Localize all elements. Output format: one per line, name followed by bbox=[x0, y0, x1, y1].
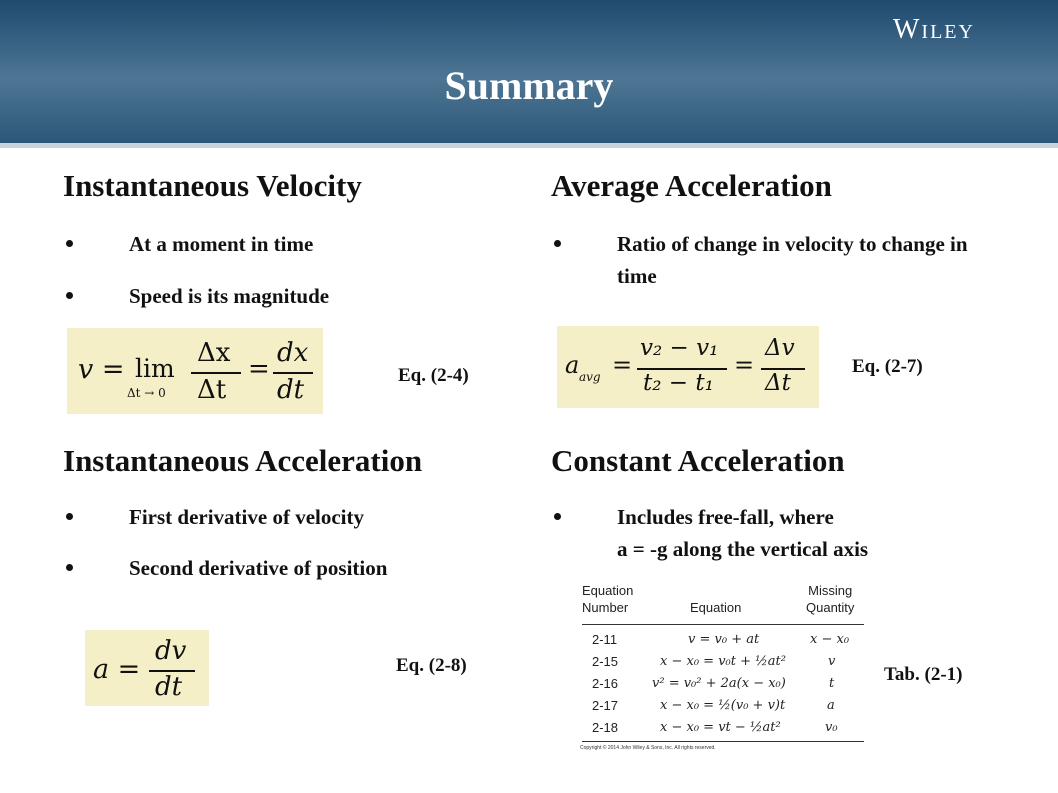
eq-avg-den1: t₂ − t₁ bbox=[643, 370, 714, 396]
eq-velocity-num1: Δx bbox=[197, 338, 231, 368]
eq-avg-den2: Δt bbox=[765, 370, 791, 396]
eq-avg-num1: v₂ − v₁ bbox=[640, 335, 719, 361]
table-cell-number: 2-17 bbox=[592, 698, 619, 713]
eq-inst-accel-den: dt bbox=[155, 672, 183, 702]
equation-box-instantaneous-acceleration bbox=[85, 630, 209, 706]
fraction-bar bbox=[273, 372, 313, 374]
table-cell-equation: x − x₀ = v₀t + ½at² bbox=[660, 654, 786, 669]
table-label-2-1: Tab. (2-1) bbox=[884, 664, 963, 685]
wiley-logo: Wiley bbox=[893, 14, 975, 45]
eq-avg-equals: = bbox=[612, 351, 633, 379]
table-rule bbox=[582, 741, 864, 742]
table-header-missing: Missing Quantity bbox=[806, 583, 855, 615]
table-cell-number: 2-18 bbox=[592, 720, 619, 735]
bullet-item: Second derivative of position bbox=[129, 552, 387, 584]
eq-velocity-num2: dx bbox=[277, 338, 309, 368]
bullet-item bbox=[617, 501, 997, 565]
table-cell-equation: v = v₀ + at bbox=[688, 632, 760, 647]
table-cell-missing: a bbox=[827, 698, 835, 713]
eq-avg-num2: Δv bbox=[765, 335, 795, 361]
eq-velocity-lim-subscript: Δt → 0 bbox=[127, 386, 166, 400]
eq-velocity-lim: lim bbox=[135, 354, 175, 383]
bullet-item: Speed is its magnitude bbox=[129, 280, 329, 312]
equation-box-velocity bbox=[67, 328, 323, 414]
eq-inst-accel-num: dv bbox=[155, 636, 187, 666]
heading-instantaneous-acceleration: Instantaneous Acceleration bbox=[63, 443, 423, 478]
eq-avg-equals-2: = bbox=[734, 351, 755, 379]
equation-label-2-8: Eq. (2-8) bbox=[396, 655, 467, 676]
eq-velocity-den1: Δt bbox=[197, 375, 227, 405]
heading-instantaneous-velocity: Instantaneous Velocity bbox=[63, 168, 362, 203]
table-cell-number: 2-11 bbox=[592, 632, 618, 647]
heading-average-acceleration: Average Acceleration bbox=[551, 168, 832, 203]
eq-avg-lhs: a bbox=[565, 351, 580, 379]
equation-label-2-4: Eq. (2-4) bbox=[398, 365, 469, 386]
bullet-item: At a moment in time bbox=[129, 228, 313, 260]
table-header-equation: Equation bbox=[690, 600, 742, 615]
table-cell-equation: v² = v₀² + 2a(x − x₀) bbox=[652, 676, 786, 691]
bullet-line-1: Includes free-fall, where bbox=[617, 505, 834, 529]
table-cell-missing: t bbox=[829, 676, 835, 691]
table-cell-number: 2-15 bbox=[592, 654, 619, 669]
table-cell-missing: v bbox=[828, 654, 836, 669]
eq-inst-accel-lhs: a = bbox=[93, 654, 141, 685]
eq-velocity-den2: dt bbox=[277, 375, 305, 405]
slide-title: Summary bbox=[444, 63, 614, 108]
banner-divider bbox=[0, 143, 1058, 148]
copyright-text: Copyright © 2014 John Wiley & Sons, Inc. All rights reserved. bbox=[580, 745, 716, 751]
table-cell-missing: v₀ bbox=[825, 720, 838, 735]
equation-box-average-acceleration bbox=[557, 326, 819, 408]
equation-label-2-7: Eq. (2-7) bbox=[852, 356, 923, 377]
table-cell-equation: x − x₀ = ½(v₀ + v)t bbox=[660, 698, 786, 713]
fraction-bar bbox=[191, 372, 241, 374]
eq-avg-lhs-subscript: avg bbox=[579, 370, 601, 384]
table-cell-equation: x − x₀ = vt − ½at² bbox=[660, 720, 781, 735]
bullet-item: Ratio of change in velocity to change in time bbox=[617, 228, 997, 292]
table-header-number: Equation Number bbox=[582, 583, 634, 615]
eq-velocity-equals: = bbox=[248, 354, 270, 384]
eq-velocity-lhs: v = bbox=[78, 354, 125, 385]
table-cell-number: 2-16 bbox=[592, 676, 619, 691]
table-rule bbox=[582, 624, 864, 625]
table-cell-missing: x − x₀ bbox=[810, 632, 850, 647]
heading-constant-acceleration: Constant Acceleration bbox=[551, 443, 845, 478]
bullet-line-2: a = -g along the vertical axis bbox=[617, 537, 869, 561]
constant-acceleration-table bbox=[578, 580, 864, 755]
bullet-item: First derivative of velocity bbox=[129, 501, 364, 533]
